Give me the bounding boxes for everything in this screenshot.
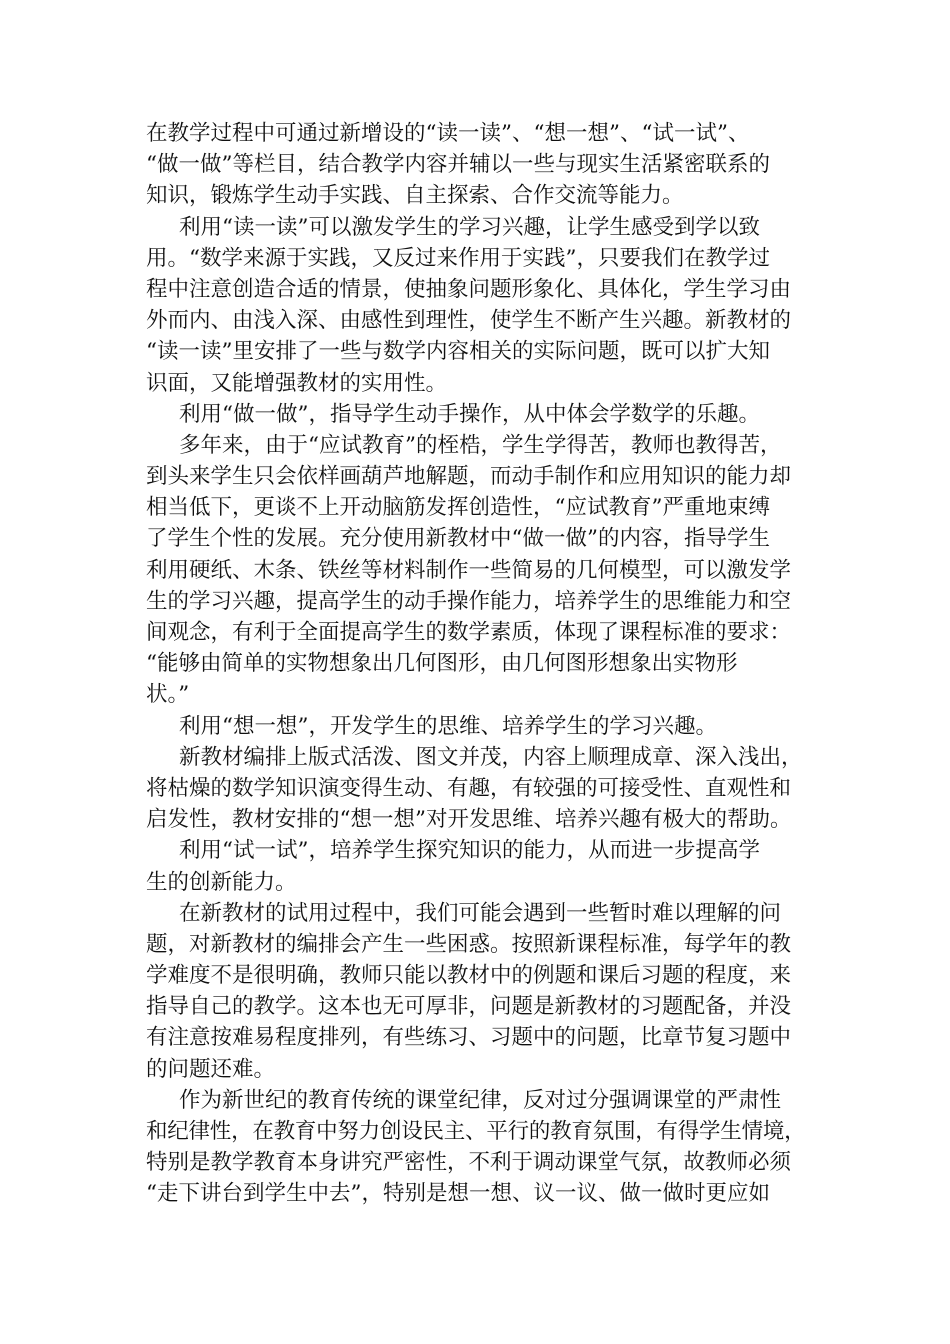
text-line: 用。“数学来源于实践，又反过来作用于实践”，只要我们在教学过	[146, 245, 770, 271]
text-line: 有注意按难易程度排列，有些练习、习题中的问题，比章节复习题中	[146, 1025, 792, 1051]
paragraph-first-line: 在新教材的试用过程中，我们可能会遇到一些暂时难以理解的问	[179, 900, 782, 926]
document-body	[146, 118, 806, 1210]
text-line: 相当低下，更谈不上开动脑筋发挥创造性，“应试教育”严重地束缚	[146, 495, 770, 521]
text-line: 启发性，教材安排的“想一想”对开发思维、培养兴趣有极大的帮助。	[146, 807, 792, 833]
text-line: 生的创新能力。	[146, 869, 297, 895]
text-line: 的问题还难。	[146, 1056, 276, 1082]
text-line: 利用硬纸、木条、铁丝等材料制作一些简易的几何模型，可以激发学	[146, 557, 792, 583]
text-line: 特别是教学教育本身讲究严密性，不利于调动课堂气氛，故教师必须	[146, 1150, 792, 1176]
paragraph-first-line: 作为新世纪的教育传统的课堂纪律，反对过分强调课堂的严肃性	[179, 1087, 782, 1113]
text-line: 外而内、由浅入深、由感性到理性，使学生不断产生兴趣。新教材的	[146, 308, 792, 334]
text-line: 了学生个性的发展。充分使用新教材中“做一做”的内容，指导学生	[146, 526, 770, 552]
text-line: 知识，锻炼学生动手实践、自主探索、合作交流等能力。	[146, 183, 684, 209]
paragraph-first-line: 多年来，由于“应试教育”的桎梏，学生学得苦，教师也教得苦，	[179, 432, 782, 458]
paragraph-first-line: 利用“做一做”，指导学生动手操作，从中体会学数学的乐趣。	[179, 401, 760, 427]
text-line: 到头来学生只会依样画葫芦地解题，而动手制作和应用知识的能力却	[146, 464, 792, 490]
text-line: 在教学过程中可通过新增设的“读一读”、“想一想”、“试一试”、	[146, 121, 750, 146]
text-line: 学难度不是很明确，教师只能以教材中的例题和课后习题的程度，来	[146, 963, 792, 989]
text-line: “走下讲台到学生中去”，特别是想一想、议一议、做一做时更应如	[146, 1181, 770, 1207]
text-line: 识面，又能增强教材的实用性。	[146, 370, 448, 396]
text-line: 状。”	[146, 682, 190, 708]
text-line: 间观念，有利于全面提高学生的数学素质，体现了课程标准的要求：	[146, 620, 792, 645]
paragraph-first-line: 利用“想一想”，开发学生的思维、培养学生的学习兴趣。	[179, 713, 717, 739]
text-line: 和纪律性，在教育中努力创设民主、平行的教育氛围，有得学生情境，	[146, 1119, 806, 1144]
paragraph-first-line: 利用“试一试”，培养学生探究知识的能力，从而进一步提高学	[179, 838, 760, 864]
text-line: 将枯燥的数学知识演变得生动、有趣，有较强的可接受性、直观性和	[146, 775, 792, 801]
text-line: “做一做”等栏目，结合教学内容并辅以一些与现实生活紧密联系的	[146, 152, 770, 178]
text-line: 生的学习兴趣，提高学生的动手操作能力，培养学生的思维能力和空	[146, 588, 792, 614]
text-line: 程中注意创造合适的情景，使抽象问题形象化、具体化，学生学习由	[146, 276, 792, 302]
text-line: 指导自己的教学。这本也无可厚非，问题是新教材的习题配备，并没	[146, 994, 792, 1020]
text-line: “能够由简单的实物想象出几何图形，由几何图形想象出实物形	[146, 651, 738, 677]
paragraph-first-line: 新教材编排上版式活泼、图文并茂，内容上顺理成章、深入浅出，	[179, 744, 803, 770]
text-line: “读一读”里安排了一些与数学内容相关的实际问题，既可以扩大知	[146, 339, 770, 365]
paragraph-first-line: 利用“读一读”可以激发学生的学习兴趣，让学生感受到学以致	[179, 214, 760, 240]
text-line: 题，对新教材的编排会产生一些困惑。按照新课程标准，每学年的教	[146, 931, 792, 957]
